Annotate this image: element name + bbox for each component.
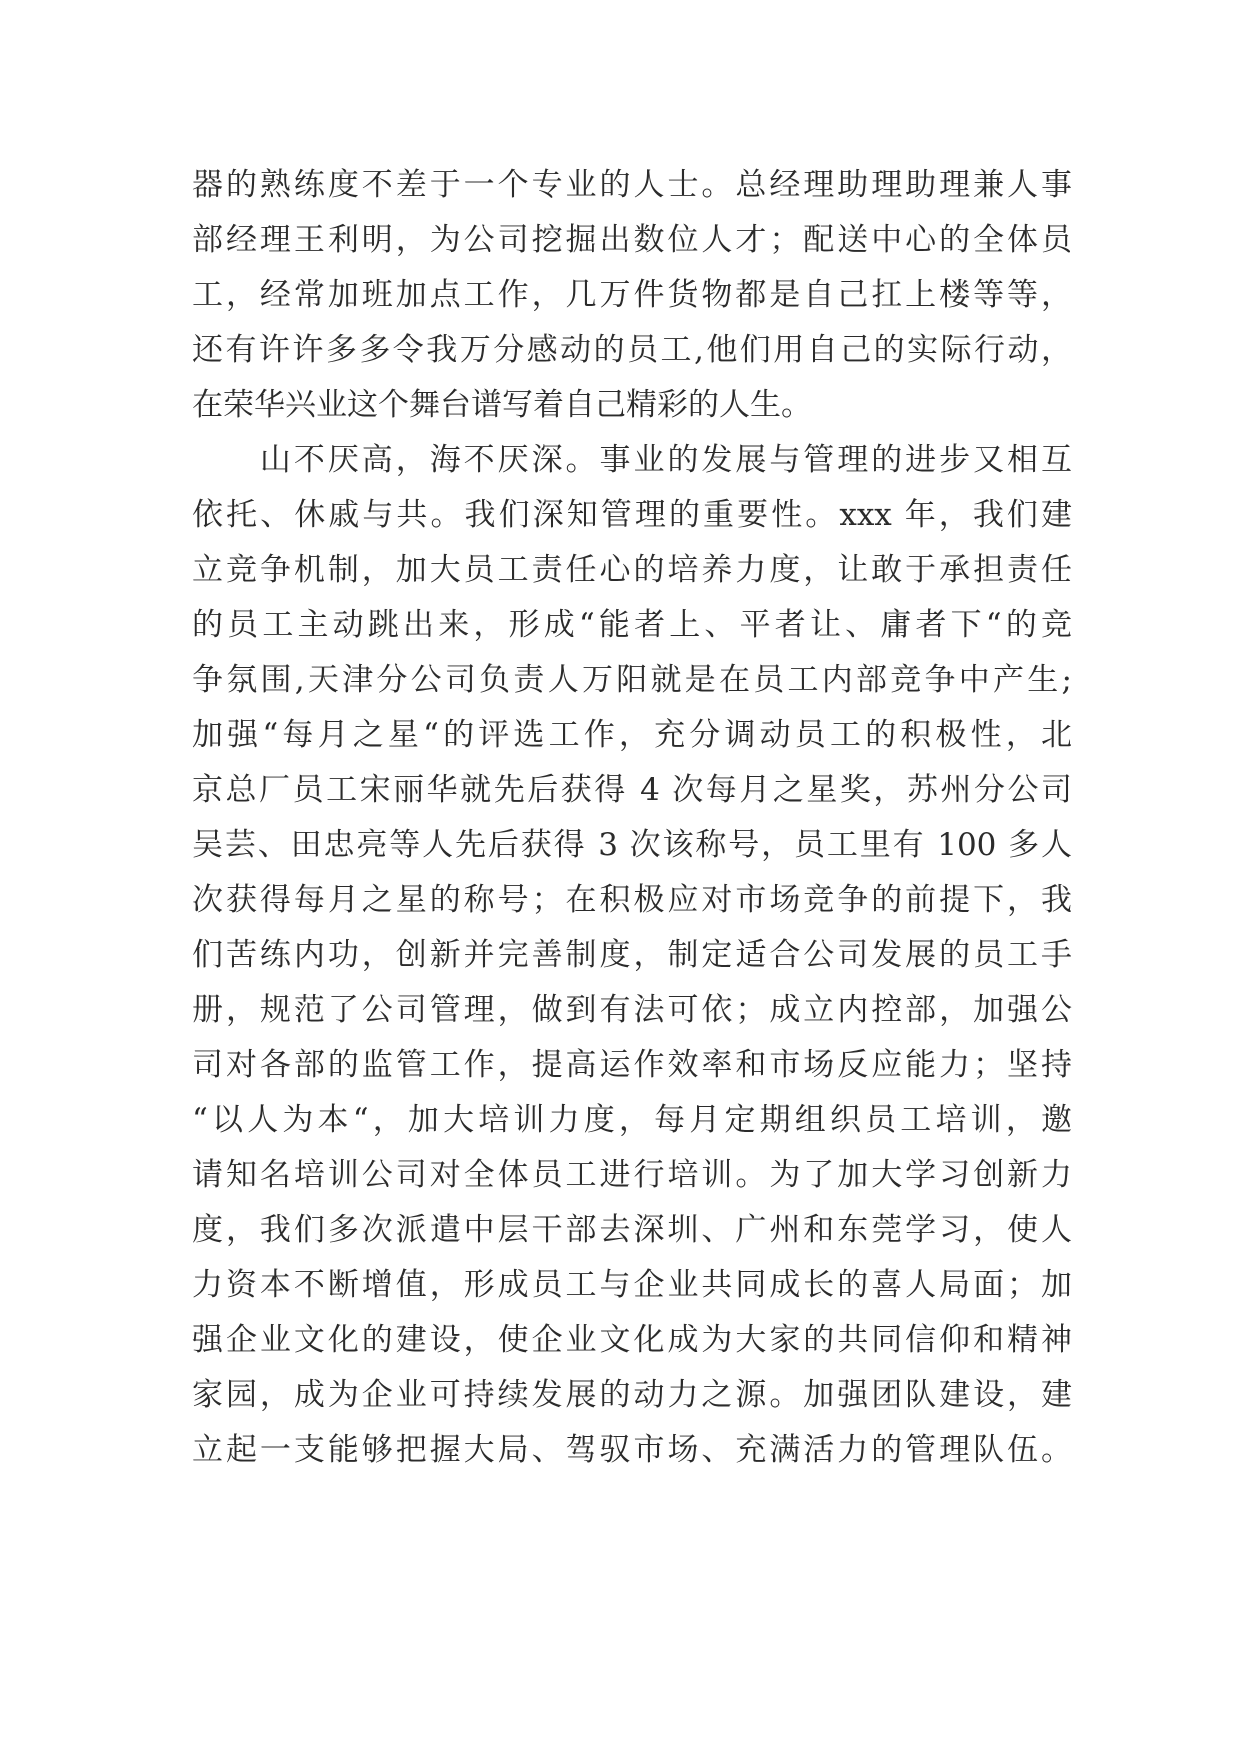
text-line: 依托、休戚与共。我们深知管理的重要性。xxx 年，我们建	[192, 497, 1072, 533]
text-line: 争氛围,天津分公司负责人万阳就是在员工内部竞争中产生;	[192, 662, 1072, 698]
body-text	[192, 158, 1072, 1478]
text-line: 请知名培训公司对全体员工进行培训。为了加大学习创新力	[192, 1157, 1072, 1193]
text-line: 立起一支能够把握大局、驾驭市场、充满活力的管理队伍。	[192, 1432, 1072, 1468]
text-line: 立竞争机制，加大员工责任心的培养力度，让敢于承担责任	[192, 552, 1072, 588]
text-line: 次获得每月之星的称号；在积极应对市场竞争的前提下，我	[192, 882, 1072, 918]
text-line: 山不厌高，海不厌深。事业的发展与管理的进步又相互	[192, 442, 1072, 478]
text-line: 器的熟练度不差于一个专业的人士。总经理助理助理兼人事	[192, 167, 1072, 203]
text-line: 吴芸、田忠亮等人先后获得 3 次该称号，员工里有 100 多人	[192, 827, 1072, 863]
text-line: 加强“每月之星“的评选工作，充分调动员工的积极性，北	[192, 717, 1072, 753]
text-line: 度，我们多次派遣中层干部去深圳、广州和东莞学习，使人	[192, 1212, 1072, 1248]
text-line: 部经理王利明，为公司挖掘出数位人才；配送中心的全体员	[192, 222, 1072, 258]
text-line: 册，规范了公司管理，做到有法可依；成立内控部，加强公	[192, 992, 1072, 1028]
text-line: 的员工主动跳出来，形成“能者上、平者让、庸者下“的竞	[192, 607, 1072, 643]
text-line: 司对各部的监管工作，提高运作效率和市场反应能力；坚持	[192, 1047, 1072, 1083]
text-line: 京总厂员工宋丽华就先后获得 4 次每月之星奖，苏州分公司	[192, 772, 1072, 808]
text-line: 工，经常加班加点工作，几万件货物都是自己扛上楼等等，	[192, 277, 1072, 313]
text-line: 还有许许多多令我万分感动的员工,他们用自己的实际行动，	[192, 332, 1072, 368]
text-line: 力资本不断增值，形成员工与企业共同成长的喜人局面；加	[192, 1267, 1072, 1303]
text-line: “以人为本“，加大培训力度，每月定期组织员工培训，邀	[192, 1102, 1072, 1138]
text-line: 家园，成为企业可持续发展的动力之源。加强团队建设，建	[192, 1377, 1072, 1413]
text-line: 在荣华兴业这个舞台谱写着自己精彩的人生。	[192, 387, 812, 423]
text-line: 强企业文化的建设，使企业文化成为大家的共同信仰和精神	[192, 1322, 1072, 1358]
text-line: 们苦练内功，创新并完善制度，制定适合公司发展的员工手	[192, 937, 1072, 973]
